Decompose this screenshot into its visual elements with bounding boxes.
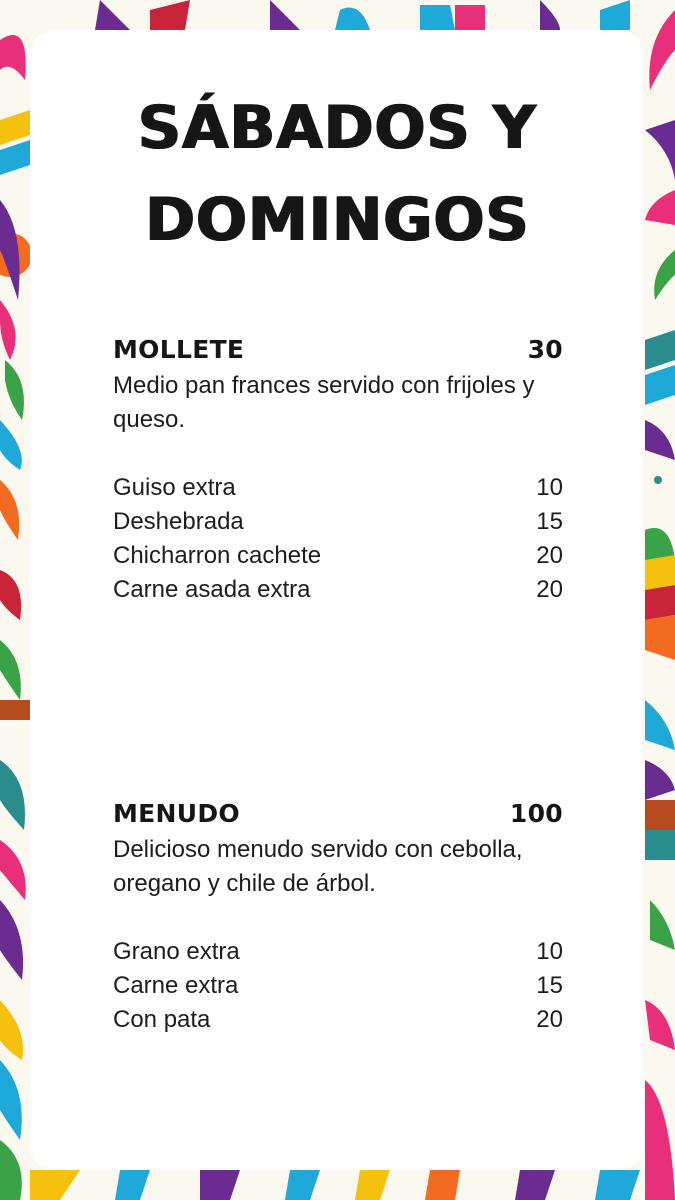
menu-title bbox=[0, 82, 675, 266]
dish-header bbox=[113, 334, 563, 366]
extra-price: 15 bbox=[536, 508, 563, 535]
extras-list bbox=[113, 935, 563, 1037]
dish-description: Delicioso menudo servido con cebolla, oregano y chile de árbol. bbox=[113, 836, 523, 897]
extra-item bbox=[113, 935, 563, 969]
extra-item bbox=[113, 1003, 563, 1037]
extras-list bbox=[113, 471, 563, 607]
dish-section-mollete bbox=[113, 334, 563, 607]
extra-name: Carne asada extra bbox=[113, 576, 311, 603]
title-line-2: DOMINGOS bbox=[145, 185, 530, 255]
dish-name: MOLLETE bbox=[113, 335, 245, 364]
dish-header bbox=[113, 798, 563, 830]
extra-item bbox=[113, 505, 563, 539]
extra-price: 20 bbox=[536, 542, 563, 569]
dish-description: Medio pan frances servido con frijoles y queso. bbox=[113, 372, 535, 433]
dish-section-menudo bbox=[113, 798, 563, 1037]
dish-name: MENUDO bbox=[113, 799, 240, 828]
extra-price: 15 bbox=[536, 972, 563, 999]
extra-name: Guiso extra bbox=[113, 474, 236, 501]
extra-price: 20 bbox=[536, 1006, 563, 1033]
extra-price: 10 bbox=[536, 938, 563, 965]
extra-name: Grano extra bbox=[113, 938, 240, 965]
title-line-1: SÁBADOS Y bbox=[137, 93, 538, 163]
extra-price: 10 bbox=[536, 474, 563, 501]
dish-price: 100 bbox=[509, 799, 563, 828]
extra-item bbox=[113, 969, 563, 1003]
extra-price: 20 bbox=[536, 576, 563, 603]
extra-item bbox=[113, 573, 563, 607]
extra-item bbox=[113, 539, 563, 573]
extra-name: Chicharron cachete bbox=[113, 542, 322, 569]
dish-price: 30 bbox=[527, 335, 563, 364]
extra-name: Con pata bbox=[113, 1006, 211, 1033]
extra-name: Carne extra bbox=[113, 972, 239, 999]
extra-name: Deshebrada bbox=[113, 508, 244, 535]
extra-item bbox=[113, 471, 563, 505]
